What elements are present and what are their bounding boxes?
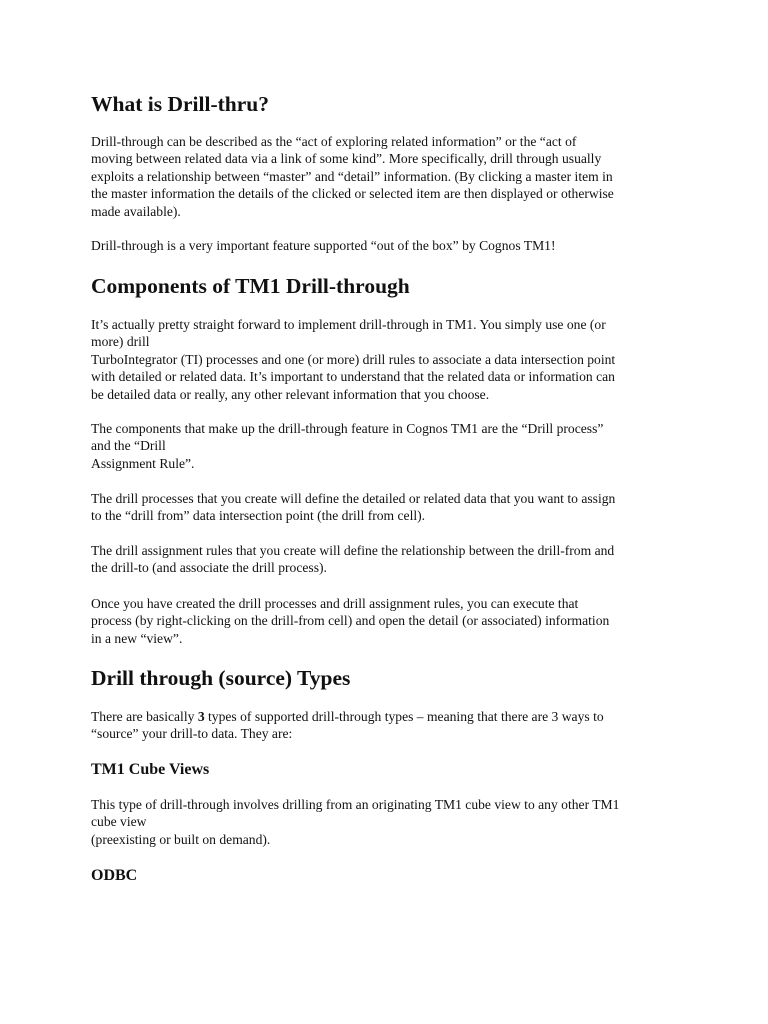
- text-line: Drill-through is a very important feature supported “out of the box” by Cognos TM1!: [91, 238, 556, 253]
- text-line: The drill assignment rules that you create will define the relationship between the drill-from and: [91, 543, 615, 558]
- text-line: in a new “view”.: [91, 630, 183, 646]
- text-line: the master information the details of the clicked or selected item are then displayed or otherwise: [91, 186, 614, 202]
- text-line: Assignment Rule”.: [91, 455, 195, 471]
- text-line: Once you have created the drill processes and drill assignment rules, you can execute that: [91, 596, 579, 611]
- subheading-odbc: ODBC: [91, 867, 138, 884]
- text-line: “source” your drill-to data. They are:: [91, 726, 293, 742]
- text-line: more) drill: [91, 334, 150, 350]
- paragraph-drill-through-definition: [91, 133, 614, 220]
- paragraph-important-feature: [91, 237, 555, 254]
- paragraph-source-types-intro: [91, 708, 604, 743]
- text-line: TurboIntegrator (TI) processes and one (or more) drill rules to associate a data intersection point: [91, 351, 616, 367]
- heading-components-of-tm1-drill-through: Components of TM1 Drill-through: [91, 274, 410, 298]
- text-line: be detailed data or really, any other relevant information that you choose.: [91, 386, 490, 402]
- text-line: The components that make up the drill-through feature in Cognos TM1 are the “Drill process”: [91, 421, 604, 436]
- text-line: The drill processes that you create will define the detailed or related data that you want to assign: [91, 491, 616, 506]
- heading-what-is-drill-thru: What is Drill-thru?: [91, 92, 269, 116]
- text-line: made available).: [91, 203, 181, 219]
- text-line: the drill-to (and associate the drill process).: [91, 560, 327, 576]
- heading-drill-through-source-types: Drill through (source) Types: [91, 666, 351, 690]
- text-line: to the “drill from” data intersection point (the drill from cell).: [91, 508, 426, 524]
- text-line: moving between related data via a link of some kind”. More specifically, drill through usually: [91, 151, 602, 167]
- paragraph-components: [91, 420, 603, 472]
- text-line: with detailed or related data. It’s important to understand that the related data or information can: [91, 369, 615, 385]
- text-line: [91, 708, 604, 725]
- subheading-tm1-cube-views: TM1 Cube Views: [91, 761, 210, 778]
- text-line: It’s actually pretty straight forward to implement drill-through in TM1. You simply use one (or: [91, 317, 606, 332]
- paragraph-execute-process: [91, 595, 609, 647]
- text-segment: There are basically: [91, 709, 198, 724]
- text-line: process (by right-clicking on the drill-from cell) and open the detail (or associated) information: [91, 613, 610, 629]
- text-line: Drill-through can be described as the “act of exploring related information” or the “act of: [91, 134, 577, 149]
- text-line: (preexisting or built on demand).: [91, 831, 271, 847]
- text-line: cube view: [91, 814, 147, 830]
- text-line: and the “Drill: [91, 438, 166, 454]
- paragraph-drill-processes: [91, 490, 615, 525]
- paragraph-drill-assignment-rules: [91, 542, 614, 577]
- paragraph-tm1-cube-views: [91, 796, 619, 848]
- text-line: This type of drill-through involves drilling from an originating TM1 cube view to any other TM1: [91, 797, 620, 812]
- text-line: exploits a relationship between “master” and “detail” information. (By clicking a master item in: [91, 168, 613, 184]
- text-segment: types of supported drill-through types – meaning that there are 3 ways to: [204, 709, 604, 724]
- paragraph-implement-drill-through: [91, 316, 615, 403]
- bold-count: 3: [197, 709, 205, 724]
